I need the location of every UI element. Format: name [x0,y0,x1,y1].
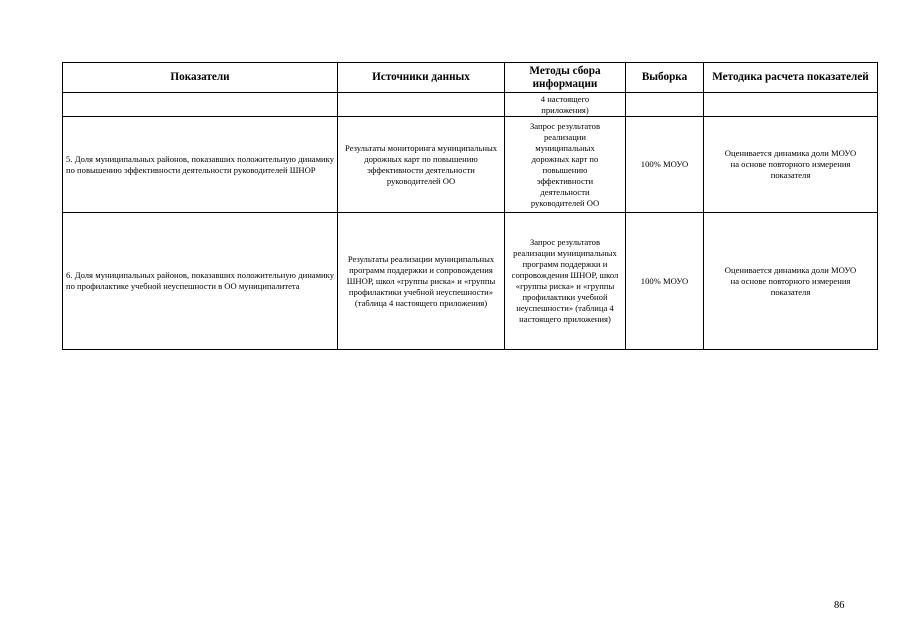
cell-method-text: Запрос результатов реализации муниципальных программ поддержки и сопровождения ШНОР, школ «группы риска» и «группы профилактики учебной неуспешности» (таблица 4 настоящего приложения) [511,237,619,324]
cell-method-text: Запрос результатов реализации муниципальных дорожных карт по повышению эффективности деятельности руководителей ОО [529,120,601,208]
cell-source [338,213,505,350]
header-collection-methods: Методы сбора информации [505,63,626,93]
cell-sample: 100% МОУО [626,117,704,213]
cell-source-text: Результаты реализации муниципальных программ поддержки и сопровождения ШНОР, школ «группы риска» и «группы профилактики учебной неуспешности» (таблица 4 настоящего приложения) [346,253,496,308]
header-sample: Выборка [626,63,704,93]
cell-method [505,93,626,117]
cell-method-text: 4 настоящего приложения) [540,93,590,115]
cell-calculation-text: Оценивается динамика доли МОУО на основе повторного измерения показателя [724,148,857,180]
cell-source [338,93,505,117]
cell-sample: 100% МОУО [626,213,704,350]
cell-calculation [704,213,878,350]
indicators-table [62,62,878,350]
cell-indicator: 6. Доля муниципальных районов, показавших положительную динамику по профилактике учебной неуспешности в ОО муниципалитета [63,213,338,350]
cell-indicator: 5. Доля муниципальных районов, показавших положительную динамику по повышению эффективности деятельности руководителей ШНОР [63,117,338,213]
cell-source-text: Результаты мониторинга муниципальных дорожных карт по повышению эффективности деятельности руководителей ОО [344,142,498,186]
header-data-sources: Источники данных [338,63,505,93]
table-row-indicator-5 [63,117,878,213]
table-header-row [63,63,878,93]
cell-sample [626,93,704,117]
cell-source [338,117,505,213]
cell-method [505,117,626,213]
cell-calculation-text: Оценивается динамика доли МОУО на основе повторного измерения показателя [724,264,857,297]
cell-calculation [704,93,878,117]
cell-indicator [63,93,338,117]
page-number: 86 [834,600,845,611]
table-row-indicator-6 [63,213,878,350]
cell-calculation [704,117,878,213]
header-calculation-method: Методика расчета показателей [704,63,878,93]
table-row-continuation [63,93,878,117]
header-indicators: Показатели [63,63,338,93]
cell-method [505,213,626,350]
